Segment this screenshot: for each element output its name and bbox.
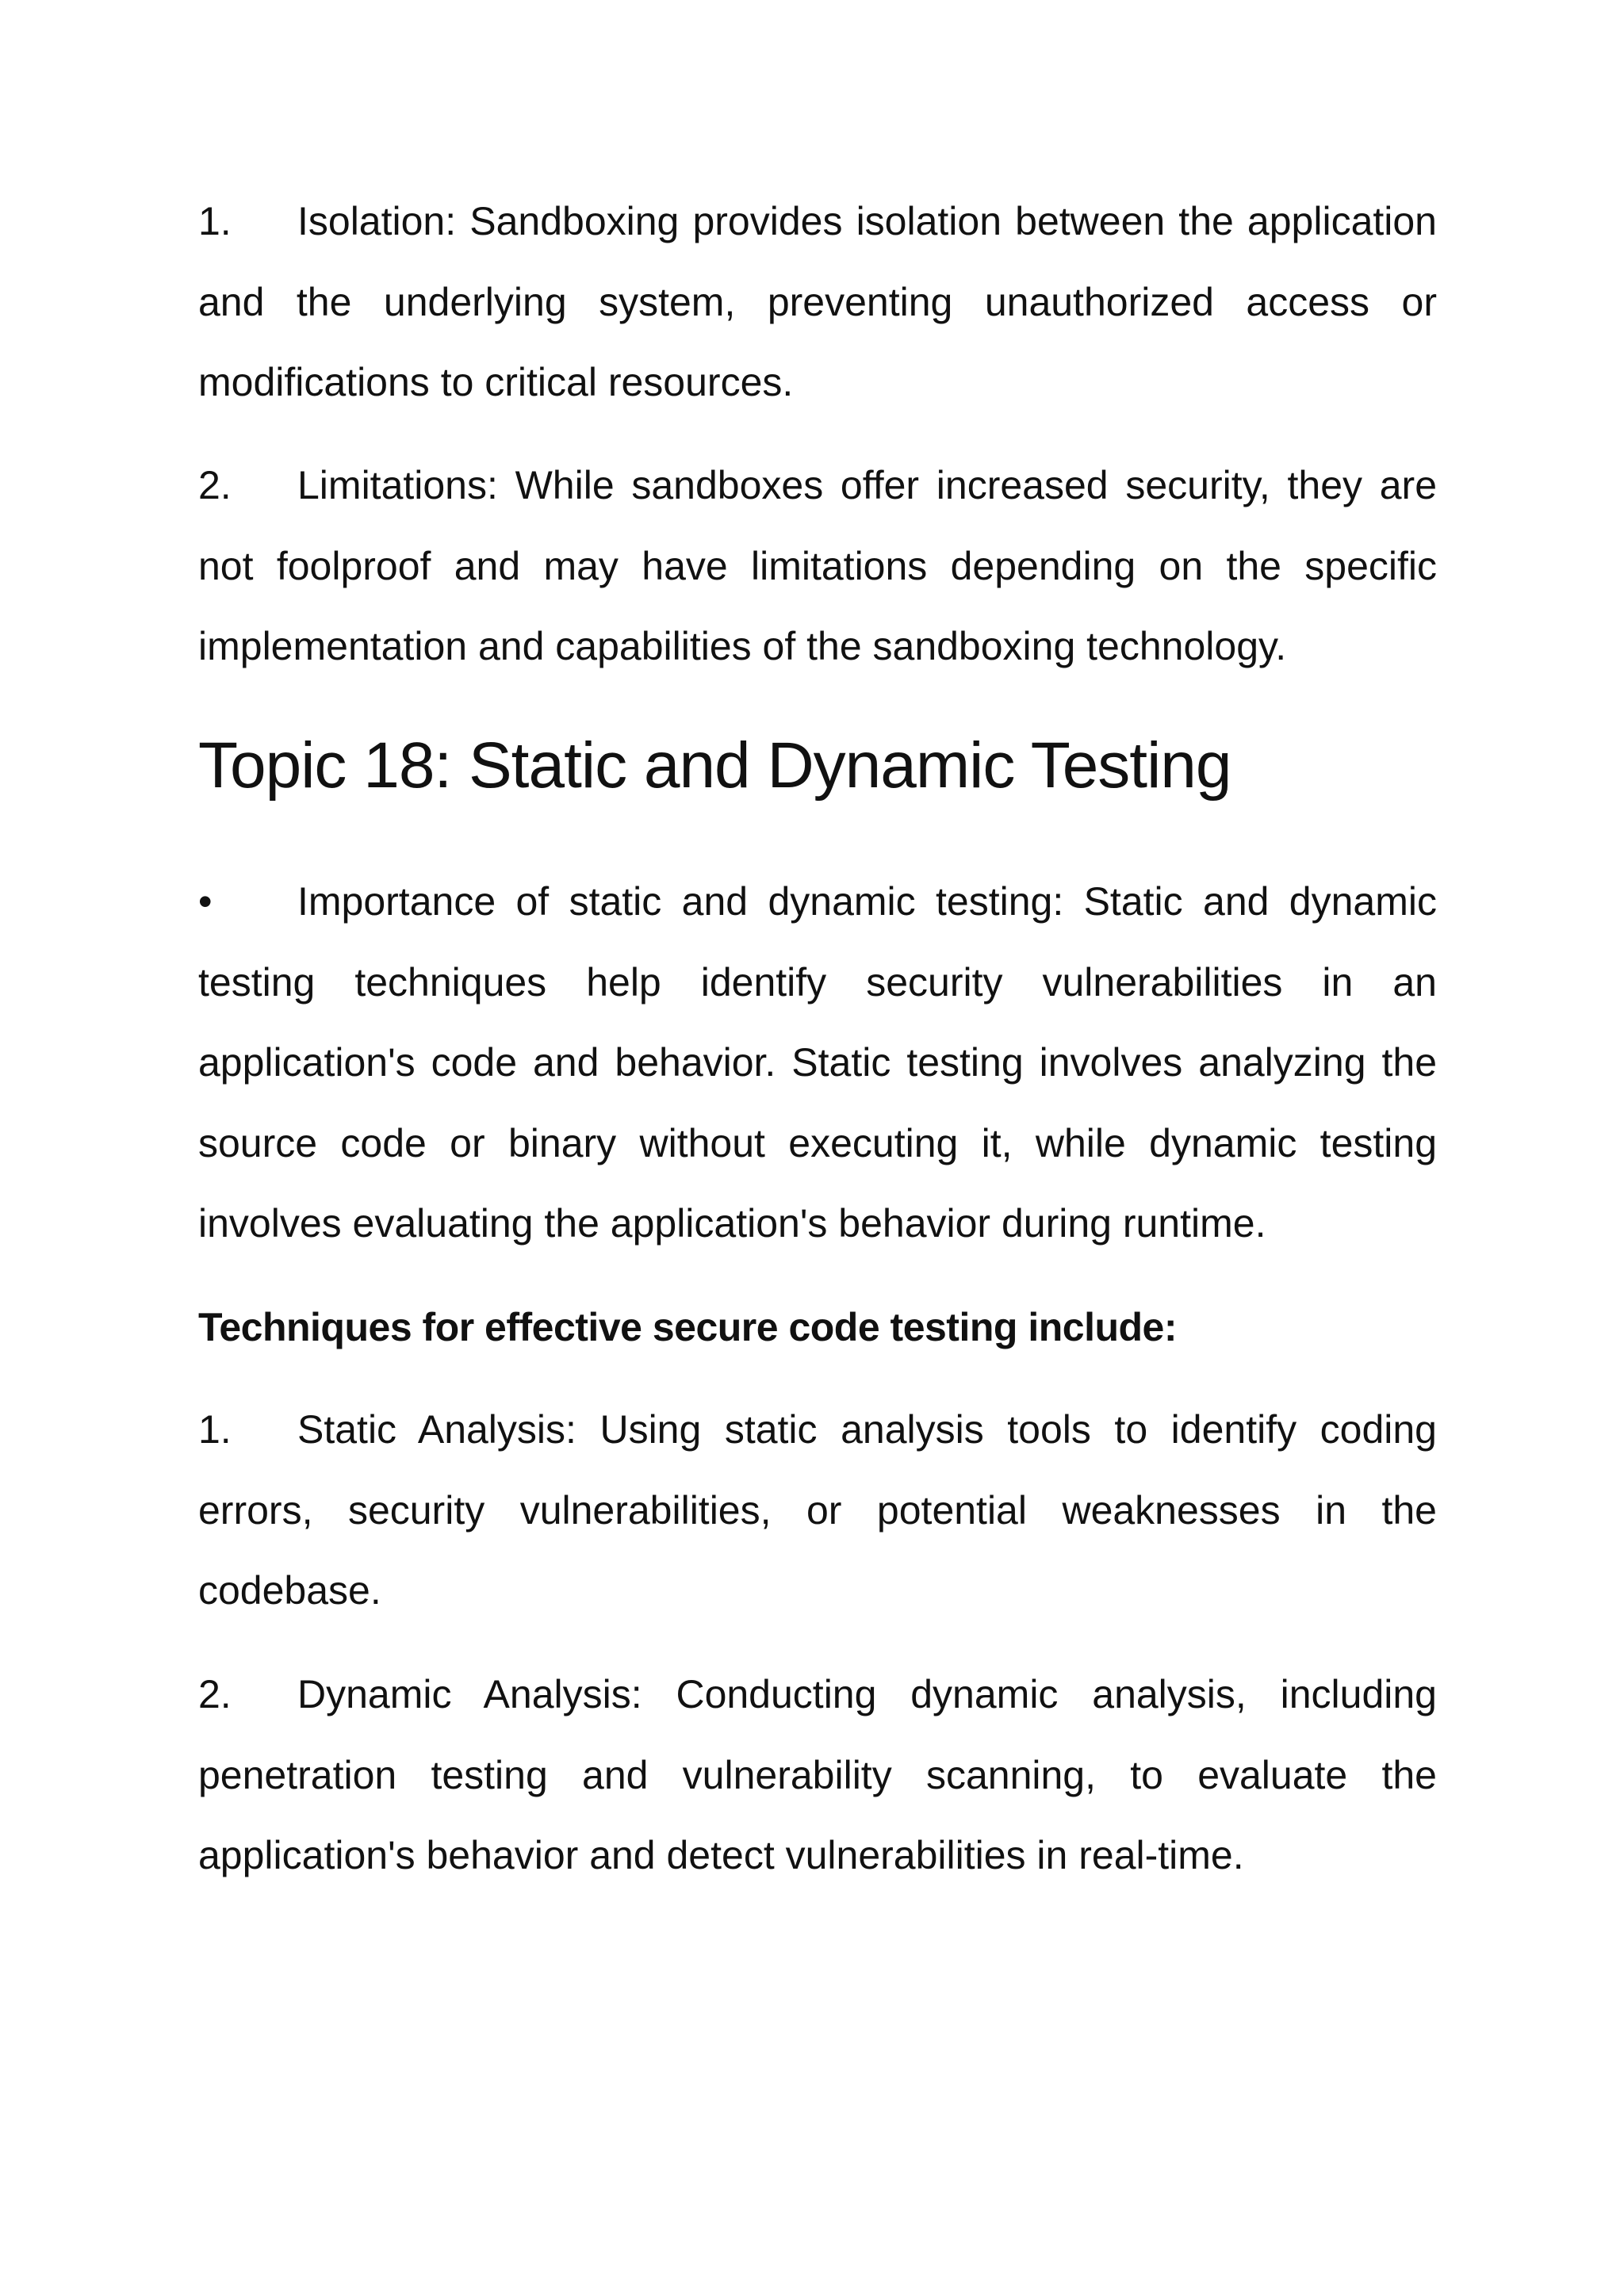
- list-item-text: Isolation: Sandboxing provides isolation between the application and the underlying system, preventing unauthorized access or modifications to critical resources.: [198, 199, 1437, 404]
- bullet-marker: •: [198, 879, 213, 924]
- list-item-text: Limitations: While sandboxes offer increased security, they are not foolproof and may have limitations depending on the specific implementation and capabilities of the sandboxing technology.: [198, 463, 1437, 668]
- list-marker: 1.: [198, 1407, 232, 1452]
- list-item-static-analysis: [198, 1390, 1437, 1632]
- list-item-isolation: [198, 182, 1437, 423]
- techniques-heading: Techniques for effective secure code testing include:: [198, 1305, 1177, 1349]
- list-marker: 2.: [198, 1672, 232, 1716]
- list-item-text: Dynamic Analysis: Conducting dynamic analysis, including penetration testing and vulnerability scanning, to evaluate the application's behavior and detect vulnerabilities in real-time.: [198, 1672, 1437, 1877]
- list-marker: 2.: [198, 463, 232, 507]
- list-marker: 1.: [198, 199, 232, 243]
- bullet-item-text: Importance of static and dynamic testing: Static and dynamic testing techniques help identify security vulnerabilities in an application's code and behavior. Static testing involves analyzing the source code or binary without executing it, while dynamic testing involves evaluating the application's behavior during runtime.: [198, 879, 1437, 1246]
- bullet-item-importance: [198, 862, 1437, 1265]
- list-item-limitations: [198, 446, 1437, 687]
- topic-heading: Topic 18: Static and Dynamic Testing: [198, 729, 1231, 802]
- list-item-text: Static Analysis: Using static analysis tools to identify coding errors, security vulnerabilities, or potential weaknesses in the codebase.: [198, 1407, 1437, 1613]
- list-item-dynamic-analysis: [198, 1655, 1437, 1896]
